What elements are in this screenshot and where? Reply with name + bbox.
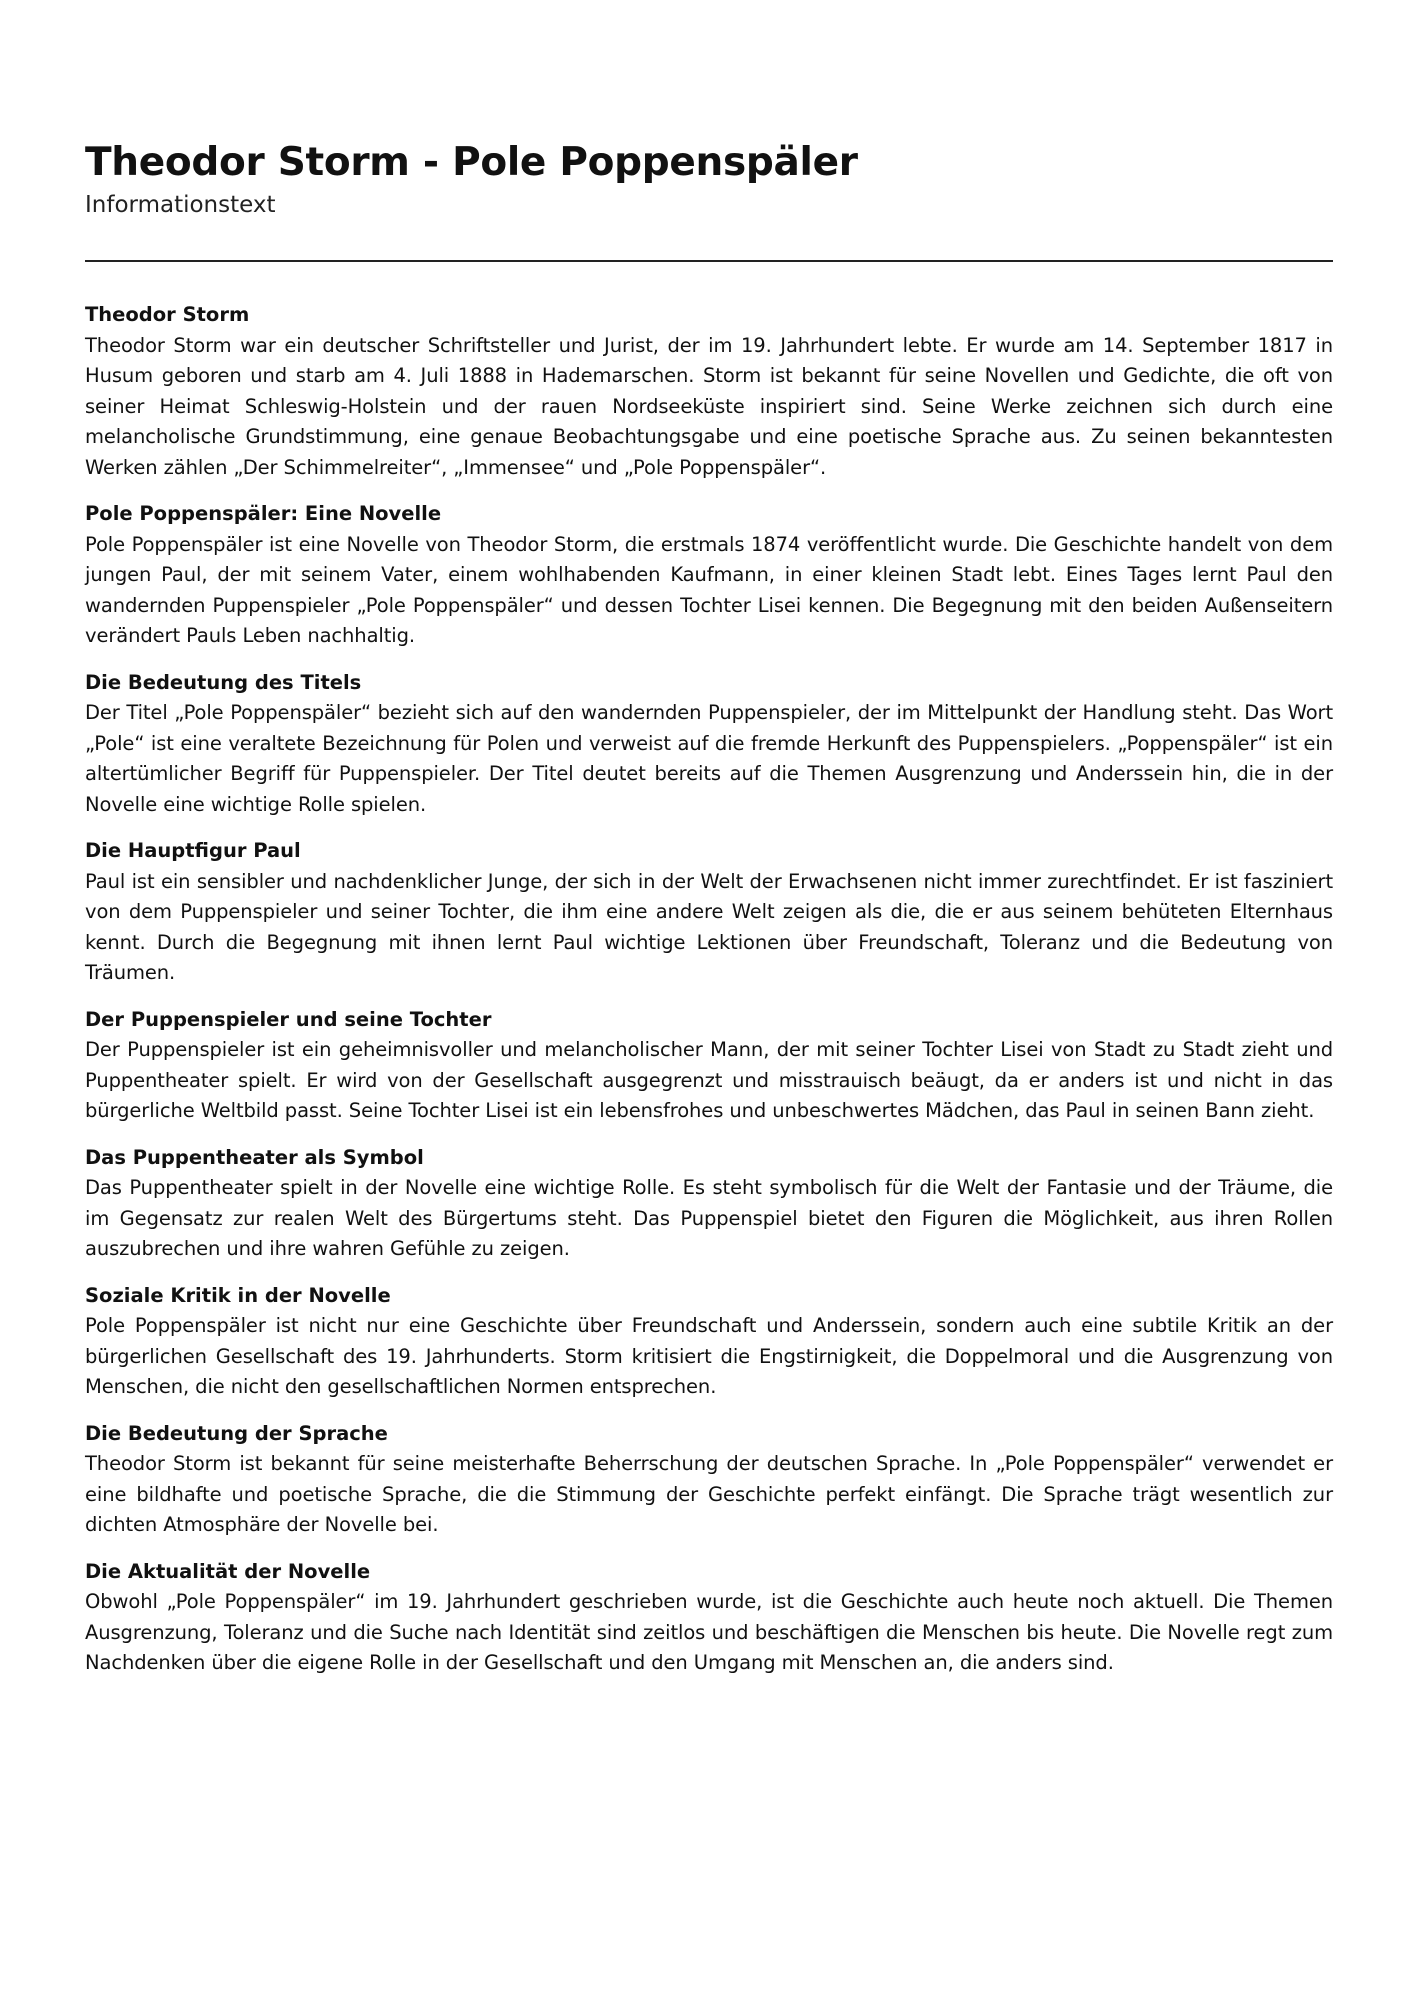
section-body: Paul ist ein sensibler und nachdenklicher Junge, der sich in der Welt der Erwachsenen nicht immer zurechtfindet. Er ist fasziniert von dem Puppenspieler und seiner Tochter, die ihm eine andere Welt zeigen als die, die er aus seinem behüteten Elternhaus kennt. Durch die Begegnung mit ihnen lernt Paul wichtige Lektionen über Freundschaft, Toleranz und die Bedeutung von Träumen. bbox=[85, 869, 1333, 984]
sections-container bbox=[85, 300, 1333, 1679]
document-subtitle: Informationstext bbox=[85, 192, 276, 218]
section-heading: Soziale Kritik in der Novelle bbox=[85, 1283, 391, 1307]
document-title: Theodor Storm - Pole Poppenspäler bbox=[85, 140, 858, 185]
section-heading: Pole Poppenspäler: Eine Novelle bbox=[85, 502, 442, 525]
section-body: Theodor Storm ist bekannt für seine meisterhafte Beherrschung der deutschen Sprache. In „Pole Poppenspäler“ verwendet er eine bildhafte und poetische Sprache, die die Stimmung der Geschichte perfekt einfängt. Die Sprache trägt wesentlich zur dichten Atmosphäre der Novelle bei. bbox=[85, 1452, 1333, 1536]
section-body: Das Puppentheater spielt in der Novelle eine wichtige Rolle. Es steht symbolisch für die Welt der Fantasie und der Träume, die im Gegensatz zur realen Welt des Bürgertums steht. Das Puppenspiel bietet den Figuren die Möglichkeit, aus ihren Rollen auszubrechen und ihre wahren Gefühle zu zeigen. bbox=[85, 1176, 1333, 1260]
section-body: Der Titel „Pole Poppenspäler“ bezieht sich auf den wandernden Puppenspieler, der im Mittelpunkt der Handlung steht. Das Wort „Pole“ ist eine veraltete Bezeichnung für Polen und verweist auf die fremde Herkunft des Puppenspielers. „Poppenspäler“ ist ein altertümlicher Begriff für Puppenspieler. Der Titel deutet bereits auf die Themen Ausgrenzung und Anderssein hin, die in der Novelle eine wichtige Rolle spielen. bbox=[85, 701, 1333, 816]
section-sprache bbox=[85, 1419, 1333, 1541]
document-page bbox=[85, 138, 1333, 1695]
section-heading: Theodor Storm bbox=[85, 303, 250, 326]
section-puppenspieler bbox=[85, 1005, 1333, 1127]
section-theodor-storm bbox=[85, 300, 1333, 483]
header-divider bbox=[85, 260, 1333, 262]
section-hauptfigur bbox=[85, 836, 1333, 989]
section-heading: Die Aktualität der Novelle bbox=[85, 1559, 371, 1583]
section-body: Pole Poppenspäler ist nicht nur eine Geschichte über Freundschaft und Anderssein, sondern auch eine subtile Kritik an der bürgerlichen Gesellschaft des 19. Jahrhunderts. Storm kritisiert die Engstirnigkeit, die Doppelmoral und die Ausgrenzung von Menschen, die nicht den gesellschaftlichen Normen entsprechen. bbox=[85, 1314, 1333, 1398]
section-puppentheater bbox=[85, 1143, 1333, 1265]
section-body: Der Puppenspieler ist ein geheimnisvoller und melancholischer Mann, der mit seiner Tochter Lisei von Stadt zu Stadt zieht und Puppentheater spielt. Er wird von der Gesellschaft ausgegrenzt und misstrauisch beäugt, da er anders ist und nicht in das bürgerliche Weltbild passt. Seine Tochter Lisei ist ein lebensfrohes und unbeschwertes Mädchen, das Paul in seinen Bann zieht. bbox=[85, 1038, 1333, 1122]
section-aktualitaet bbox=[85, 1557, 1333, 1679]
section-heading: Der Puppenspieler und seine Tochter bbox=[85, 1007, 492, 1031]
section-body: Pole Poppenspäler ist eine Novelle von Theodor Storm, die erstmals 1874 veröffentlicht wurde. Die Geschichte handelt von dem jungen Paul, der mit seinem Vater, einem wohlhabenden Kaufmann, in einer kleinen Stadt lebt. Eines Tages lernt Paul den wandernden Puppenspieler „Pole Poppenspäler“ und dessen Tochter Lisei kennen. Die Begegnung mit den beiden Außenseitern verändert Pauls Leben nachhaltig. bbox=[85, 532, 1333, 647]
section-heading: Die Bedeutung des Titels bbox=[85, 670, 362, 694]
section-titel bbox=[85, 668, 1333, 821]
section-body: Obwohl „Pole Poppenspäler“ im 19. Jahrhundert geschrieben wurde, ist die Geschichte auch heute noch aktuell. Die Themen Ausgrenzung, Toleranz und die Suche nach Identität sind zeitlos und beschäftigen die Menschen bis heute. Die Novelle regt zum Nachdenken über die eigene Rolle in der Gesellschaft und den Umgang mit Menschen an, die anders sind. bbox=[85, 1590, 1333, 1674]
section-heading: Die Bedeutung der Sprache bbox=[85, 1421, 388, 1445]
section-heading: Die Hauptfigur Paul bbox=[85, 839, 301, 862]
section-heading: Das Puppentheater als Symbol bbox=[85, 1145, 424, 1169]
section-body: Theodor Storm war ein deutscher Schriftsteller und Jurist, der im 19. Jahrhundert lebte. Er wurde am 14. September 1817 in Husum geboren und starb am 4. Juli 1888 in Hademarschen. Storm ist bekannt für seine Novellen und Gedichte, die oft von seiner Heimat Schleswig-Holstein und der rauen Nordseeküste inspiriert sind. Seine Werke zeichnen sich durch eine melancholische Grundstimmung, eine genaue Beobachtungsgabe und eine poetische Sprache aus. Zu seinen bekanntesten Werken zählen „Der Schimmelreiter“, „Immensee“ und „Pole Poppenspäler“. bbox=[85, 333, 1333, 479]
section-novelle bbox=[85, 499, 1333, 652]
section-soziale-kritik bbox=[85, 1281, 1333, 1403]
